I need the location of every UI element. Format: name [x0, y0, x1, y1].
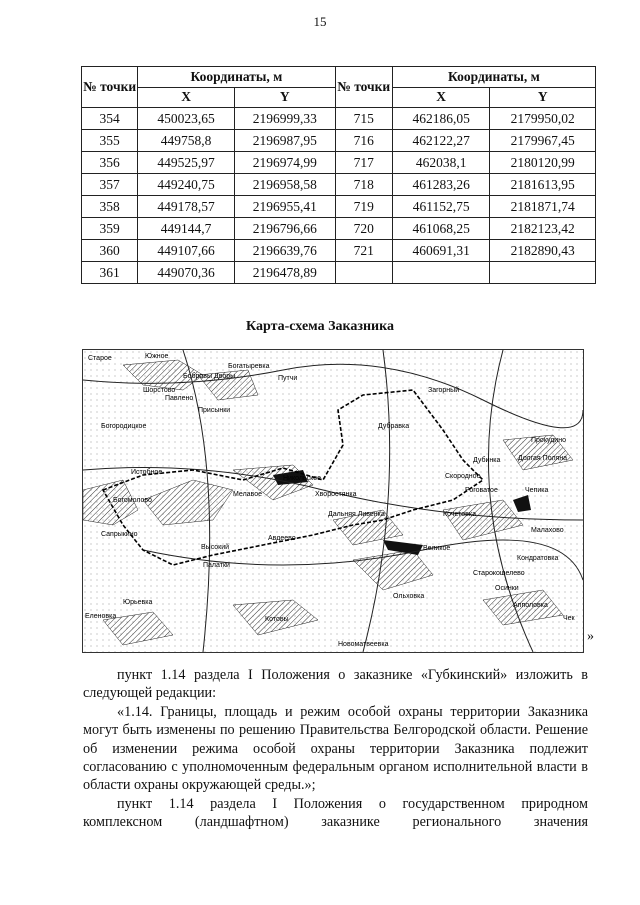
cell-x1: 449525,97	[138, 152, 235, 174]
label-khvorostyanka: Хворостянка	[315, 491, 357, 498]
paragraph-3-line-2: комплексном (ландшафтном) заказнике регионального значения	[83, 814, 588, 831]
label-prisynki: Присынки	[198, 407, 231, 414]
cell-x2: 461068,25	[392, 218, 490, 240]
cell-n1: 357	[82, 174, 138, 196]
label-staroe: Староe	[88, 355, 112, 362]
label-appolovka: Апполовка	[513, 602, 548, 609]
cell-x1: 449240,75	[138, 174, 235, 196]
cell-y1: 2196478,89	[234, 262, 335, 284]
label-zagorny: Загорный	[428, 387, 460, 394]
cell-y2: 2181613,95	[490, 174, 596, 196]
label-vysoky: Высокий	[201, 544, 230, 551]
label-pavlenki: Павлено	[165, 395, 194, 402]
cell-x1: 450023,65	[138, 108, 235, 130]
label-dolgaya-polyana: Долгая Поляна	[518, 455, 568, 462]
cell-x1: 449758,8	[138, 130, 235, 152]
cell-y2: 2179950,02	[490, 108, 596, 130]
cell-y1: 2196796,66	[234, 218, 335, 240]
page-number: 15	[313, 14, 327, 29]
map-title: Карта-схема Заказника	[246, 319, 394, 334]
header-x-left: X	[138, 87, 235, 108]
cell-y2	[490, 262, 596, 284]
coordinates-table	[81, 66, 596, 284]
label-istobnoe: Истобное	[131, 469, 163, 476]
cell-x2: 462186,05	[392, 108, 490, 130]
cell-y1: 2196987,95	[234, 130, 335, 152]
paragraph-1-text: пункт 1.14 раздела I Положения о заказнике «Губкинский» изложить в следующей редакции:	[83, 667, 588, 702]
label-shorstovo: Шорстово	[143, 387, 176, 394]
paragraph-3	[83, 795, 588, 832]
cell-y2: 2179967,45	[490, 130, 596, 152]
map-drawing	[83, 350, 583, 652]
paragraph-2	[83, 703, 588, 794]
cell-n2: 721	[335, 240, 392, 262]
label-bogomolovka: Богомолово	[113, 497, 152, 504]
label-bogoroditskoe: Богородицкое	[101, 423, 147, 430]
label-kondratovka: Кондратовка	[517, 555, 559, 562]
label-starokoshelevo: Старокошелево	[473, 570, 525, 577]
cell-n1: 356	[82, 152, 138, 174]
cell-y1: 2196958,58	[234, 174, 335, 196]
label-olkhovka: Ольховка	[393, 593, 425, 600]
paragraph-1	[83, 666, 588, 703]
cell-n2	[335, 262, 392, 284]
label-malakhovo: Малахово	[531, 527, 564, 534]
cell-y1: 2196999,33	[234, 108, 335, 130]
header-point-number-left: № точки	[82, 67, 138, 108]
header-x-right: X	[392, 87, 490, 108]
label-bogatyrevka: Богатыревка	[228, 363, 270, 370]
paragraph-3-line-1: пункт 1.14 раздела I Положения о государственном природном	[117, 796, 588, 812]
cell-n1: 354	[82, 108, 138, 130]
label-dubinka: Дубинка	[473, 457, 501, 464]
cell-x1: 449178,57	[138, 196, 235, 218]
header-point-number-right: № точки	[335, 67, 392, 108]
cell-n1: 360	[82, 240, 138, 262]
table-row	[82, 174, 596, 196]
cell-y1: 2196955,41	[234, 196, 335, 218]
cell-x1: 449107,66	[138, 240, 235, 262]
label-novomatveevka: Новоматвеевка	[338, 641, 389, 648]
label-yelenovka: Еленовка	[85, 613, 117, 620]
cell-x2	[392, 262, 490, 284]
cell-y1: 2196974,99	[234, 152, 335, 174]
cell-x1: 449070,36	[138, 262, 235, 284]
table-row	[82, 262, 596, 284]
label-chepika: Чепика	[525, 487, 549, 494]
cell-n1: 359	[82, 218, 138, 240]
cell-y2: 2182123,42	[490, 218, 596, 240]
label-skorodnoe: Скородное	[445, 473, 481, 480]
label-yuzhnoe: Южное	[145, 353, 169, 360]
cell-n2: 716	[335, 130, 392, 152]
label-roznevka: Роговатое	[465, 487, 498, 494]
header-y-left: Y	[234, 87, 335, 108]
table-row	[82, 152, 596, 174]
label-kochetovka: Кочетовка	[443, 511, 476, 518]
label-putchi: Путчи	[278, 375, 298, 382]
reserve-map	[82, 349, 584, 653]
cell-x2: 460691,31	[392, 240, 490, 262]
label-velikoe: Великое	[423, 545, 451, 552]
cell-x2: 462122,27	[392, 130, 490, 152]
label-dalnyaya-livenka: Дальняя Ливенка	[328, 511, 385, 518]
cell-n1: 358	[82, 196, 138, 218]
cell-x1: 449144,7	[138, 218, 235, 240]
cell-y2: 2182890,43	[490, 240, 596, 262]
header-coordinates-left: Координаты, м	[138, 67, 335, 88]
cell-n2: 718	[335, 174, 392, 196]
table-row	[82, 130, 596, 152]
label-palatki: Палатки	[203, 562, 230, 569]
cell-n1: 355	[82, 130, 138, 152]
header-y-right: Y	[490, 87, 596, 108]
closing-quote: »	[587, 629, 594, 644]
label-chek: Чек	[563, 615, 575, 622]
table-row	[82, 196, 596, 218]
label-melavoe: Мелавое	[233, 491, 262, 498]
label-sapozhki: Сапрыкино	[101, 531, 138, 538]
cell-y2: 2181871,74	[490, 196, 596, 218]
header-coordinates-right: Координаты, м	[392, 67, 595, 88]
cell-y1: 2196639,76	[234, 240, 335, 262]
label-avdeevo: Авдеево	[268, 535, 296, 542]
label-osinki: Осинки	[495, 585, 519, 592]
label-kotovy: Котовы	[265, 616, 289, 623]
label-prokudino: Прокудино	[531, 437, 566, 444]
cell-n2: 715	[335, 108, 392, 130]
paragraph-2-text: «1.14. Границы, площадь и режим особой охраны территории Заказника могут быть изменены по решению Правительства Белгородской области. Решение об изменении режима особой охраны территории Заказника подлежит согласованию с уполномоченным федеральным органом исполнительной власти в области охраны окружающей среды.»;	[83, 704, 588, 794]
label-yurievka: Юрьевка	[123, 599, 153, 606]
label-bobrovy-dvory: Бобровы Дворы	[183, 373, 236, 380]
cell-n2: 719	[335, 196, 392, 218]
cell-y2: 2180120,99	[490, 152, 596, 174]
cell-x2: 462038,1	[392, 152, 490, 174]
table-row	[82, 240, 596, 262]
cell-x2: 461152,75	[392, 196, 490, 218]
label-dubravka: Дубравка	[378, 423, 410, 430]
cell-n2: 720	[335, 218, 392, 240]
cell-n2: 717	[335, 152, 392, 174]
cell-x2: 461283,26	[392, 174, 490, 196]
table-row	[82, 218, 596, 240]
label-nikolskoe: Никольское	[283, 475, 322, 482]
table-row	[82, 108, 596, 130]
cell-n1: 361	[82, 262, 138, 284]
